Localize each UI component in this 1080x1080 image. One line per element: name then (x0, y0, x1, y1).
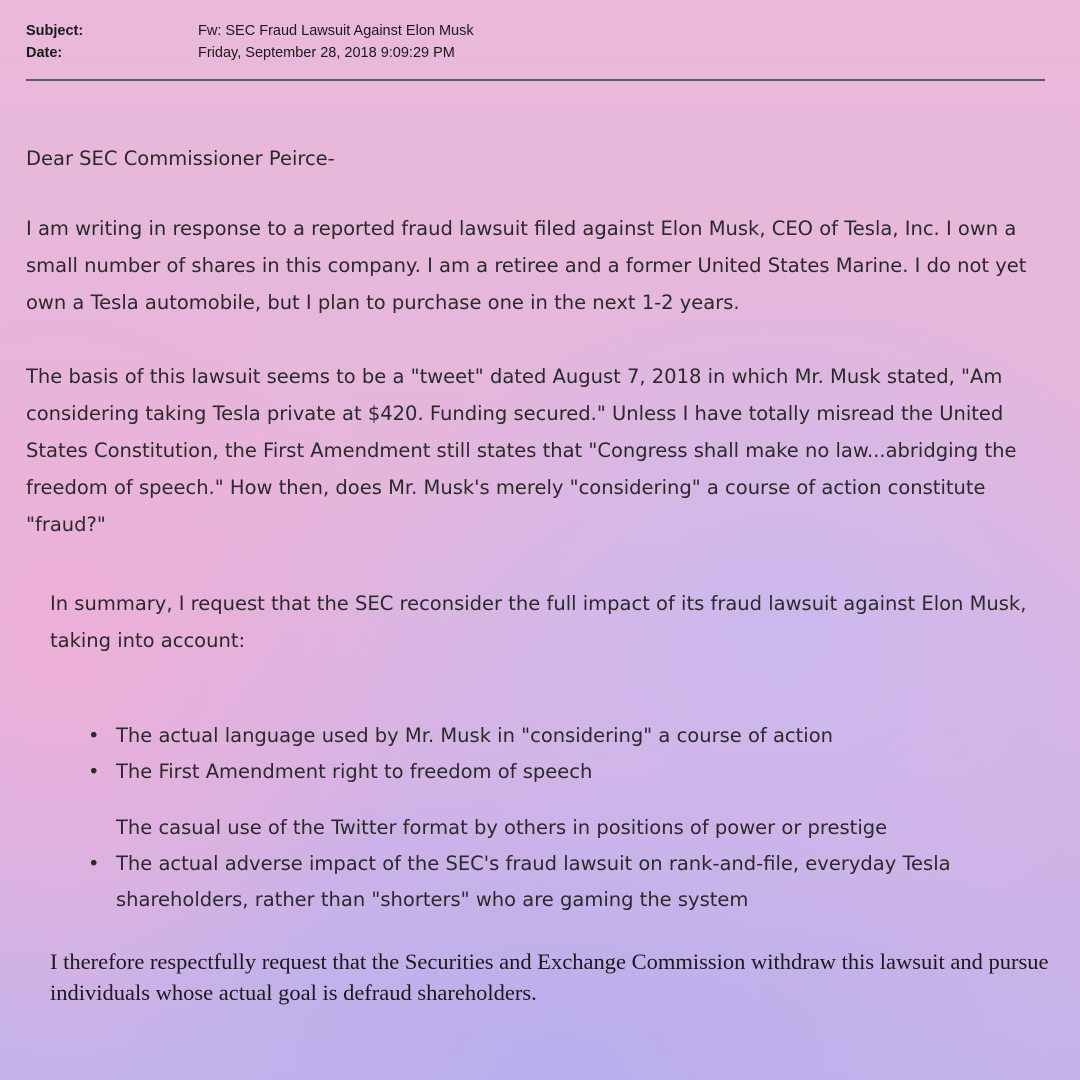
closing-text: I therefore respectfully request that the Securities and Exchange Commission withdraw this lawsuit and pursue individuals whose actual goal is defraud shareholders. (50, 949, 1049, 1005)
letter-greeting (26, 140, 1056, 177)
paragraph-1-text: I am writing in response to a reported fraud lawsuit filed against Elon Musk, CEO of Tesla, Inc. I own a small number of shares in this company. I am a retiree and a former United States Marine. I do not yet own a Tesla automobile, but I plan to purchase one in the next 1-2 years. (26, 217, 1027, 314)
greeting-text: Dear SEC Commissioner Peirce- (26, 147, 335, 170)
bullet-list-bottom (88, 810, 1048, 918)
date-value: Friday, September 28, 2018 9:09:29 PM (198, 45, 455, 61)
list-item-text: The First Amendment right to freedom of speech (116, 760, 593, 783)
letter-paragraph-3 (50, 585, 1050, 659)
bullet-icon: • (88, 852, 100, 875)
bullet-placeholder (88, 810, 116, 846)
bullet-icon: • (88, 724, 100, 747)
list-item (88, 810, 1048, 846)
letter-paragraph-1 (26, 210, 1056, 321)
subject-value: Fw: SEC Fraud Lawsuit Against Elon Musk (198, 23, 474, 39)
list-item (88, 846, 1048, 918)
paragraph-2-text: The basis of this lawsuit seems to be a "tweet" dated August 7, 2018 in which Mr. Musk stated, "Am considering taking Tesla private at $420. Funding secured." Unless I have totally misread the United States Constitution, the First Amendment still states that "Congress shall make no law...abridging the freedom of speech." How then, does Mr. Musk's merely "considering" a course of action constitute "fraud?" (26, 365, 1017, 536)
list-item (88, 718, 1048, 754)
bullet-list-top (88, 718, 1048, 790)
list-item (88, 754, 1048, 790)
email-header (26, 20, 1046, 64)
header-divider (26, 79, 1045, 81)
date-label: Date: (26, 45, 63, 61)
letter-closing (50, 946, 1050, 1008)
list-item-text: The actual adverse impact of the SEC's fraud lawsuit on rank-and-file, everyday Tesla shareholders, rather than "shorters" who are gaming the system (116, 852, 951, 911)
bullet-icon: • (88, 760, 100, 783)
paragraph-3-text: In summary, I request that the SEC reconsider the full impact of its fraud lawsuit against Elon Musk, taking into account: (50, 592, 1027, 652)
subject-label: Subject: (26, 23, 84, 39)
date-row (26, 42, 1046, 64)
subject-row (26, 20, 1046, 42)
list-item-text: The actual language used by Mr. Musk in "considering" a course of action (116, 724, 833, 747)
list-item-text: The casual use of the Twitter format by others in positions of power or prestige (116, 816, 888, 839)
letter-paragraph-2 (26, 358, 1056, 543)
